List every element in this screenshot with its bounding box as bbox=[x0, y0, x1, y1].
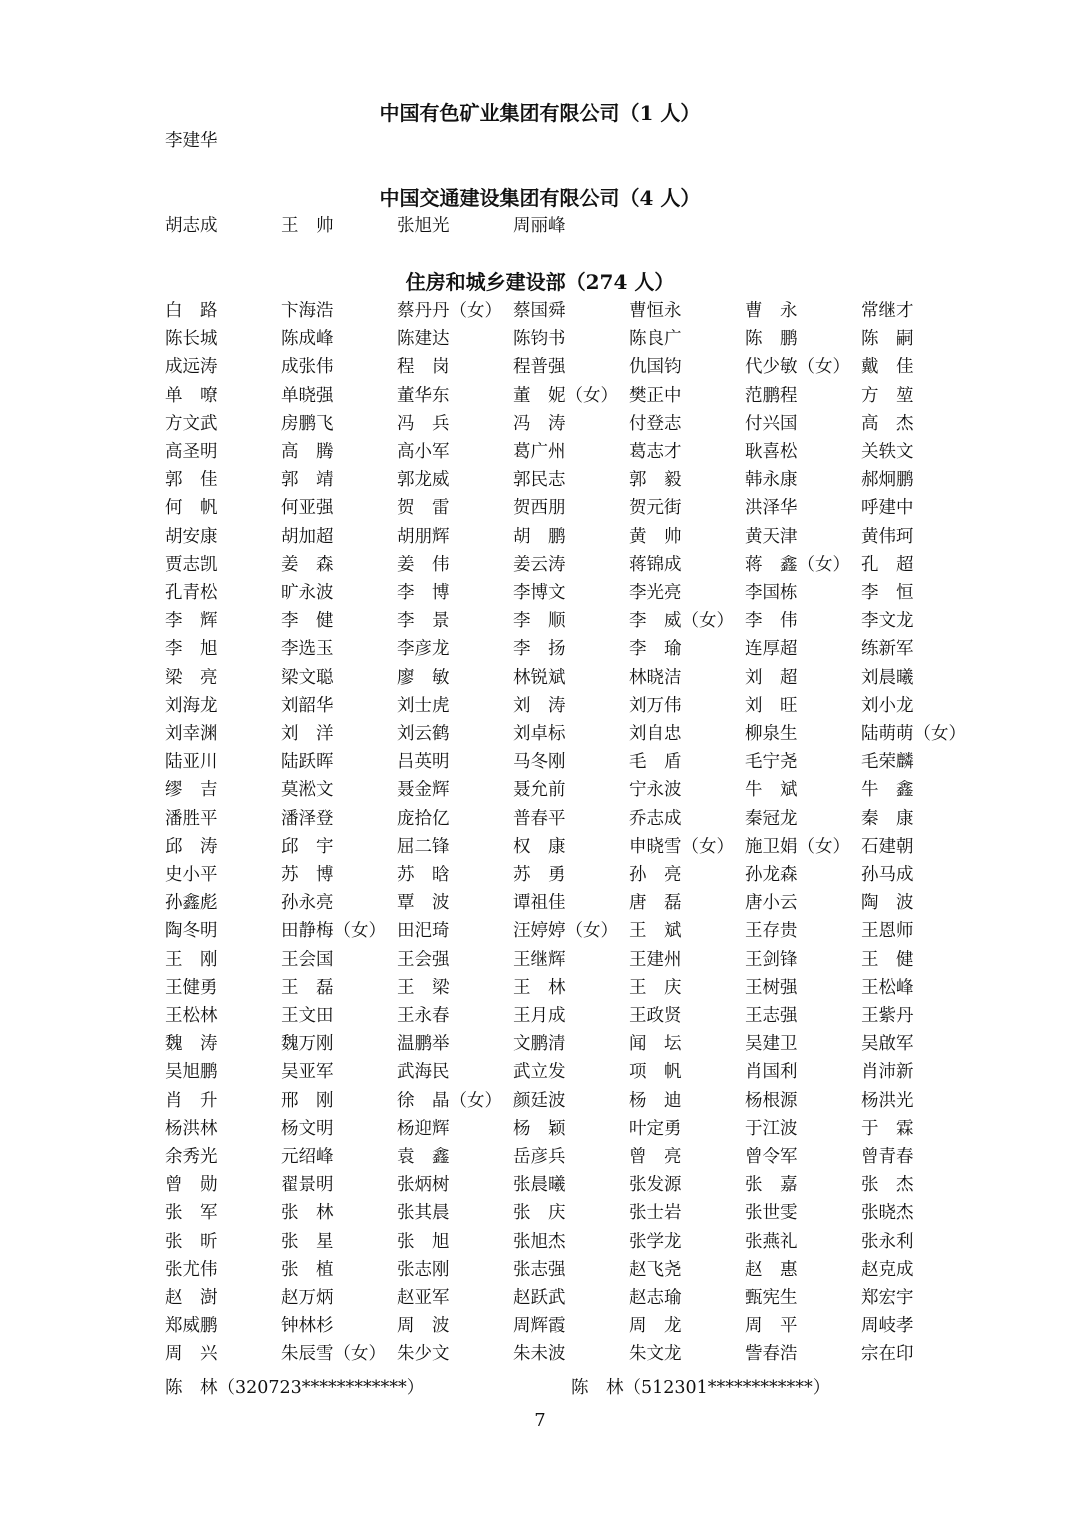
name-entry: 郑威鹏 bbox=[165, 1316, 218, 1337]
name-entry: 刘自忠 bbox=[629, 724, 682, 744]
name-entry: 范鹏程 bbox=[745, 385, 798, 406]
name-entry: 胡 鹏 bbox=[513, 526, 566, 547]
name-entry: 秦冠龙 bbox=[745, 808, 798, 829]
special-entry: 陈 林（512301************） bbox=[571, 1378, 831, 1398]
name-entry: 邢 刚 bbox=[281, 1090, 334, 1111]
name-entry: 王政贤 bbox=[629, 1006, 682, 1026]
name-entry: 戴 佳 bbox=[861, 357, 914, 378]
name-entry: 洪泽华 bbox=[745, 498, 798, 519]
name-entry: 杨根源 bbox=[745, 1090, 798, 1111]
name-entry: 成远涛 bbox=[165, 357, 218, 378]
name-entry: 王 庆 bbox=[629, 977, 682, 998]
name-entry: 邱 宇 bbox=[281, 836, 334, 857]
name-entry: 赵万炳 bbox=[281, 1288, 334, 1308]
name-entry: 周 波 bbox=[397, 1316, 450, 1337]
name-entry: 田静梅（女） bbox=[281, 921, 386, 942]
name-entry: 武立发 bbox=[513, 1062, 566, 1083]
name-entry: 陆跃晖 bbox=[281, 752, 334, 773]
name-entry: 蔡国舜 bbox=[513, 301, 566, 321]
name-entry: 周岐孝 bbox=[861, 1316, 914, 1337]
name-entry: 赵亚军 bbox=[397, 1288, 450, 1308]
name-entry: 陈成峰 bbox=[281, 329, 334, 350]
name-entry: 朱文龙 bbox=[629, 1344, 682, 1365]
name-entry: 张旭杰 bbox=[513, 1231, 566, 1252]
name-entry: 郭民志 bbox=[513, 470, 566, 491]
section-heading-housing: 住房和城乡建设部（274 人） bbox=[405, 270, 675, 294]
name-entry: 李文龙 bbox=[861, 611, 914, 632]
name-entry: 屈二锋 bbox=[397, 836, 450, 857]
name-entry: 胡加超 bbox=[281, 526, 334, 547]
name-entry: 王存贵 bbox=[745, 921, 798, 942]
name-entry: 赵 澍 bbox=[165, 1288, 218, 1308]
name-entry: 常继才 bbox=[861, 301, 914, 321]
name-entry: 王文田 bbox=[281, 1006, 334, 1026]
name-entry: 樊正中 bbox=[629, 385, 682, 406]
name-entry: 程 岗 bbox=[397, 357, 450, 378]
name-entry: 冯 兵 bbox=[397, 413, 450, 434]
name-entry: 刘云鹤 bbox=[397, 724, 450, 744]
name-entry: 张学龙 bbox=[629, 1231, 682, 1252]
name-entry: 徐 晶（女） bbox=[397, 1090, 502, 1111]
name-entry: 张晨曦 bbox=[513, 1175, 566, 1196]
duplicate-name-row bbox=[165, 1374, 925, 1402]
name-entry: 曾 亮 bbox=[629, 1147, 682, 1167]
name-entry: 王 健 bbox=[861, 949, 914, 970]
name-entry: 翟景明 bbox=[281, 1175, 334, 1196]
name-entry: 贺 雷 bbox=[397, 498, 450, 519]
name-entry: 赵志瑜 bbox=[629, 1288, 682, 1308]
name-entry: 高小军 bbox=[397, 442, 450, 462]
name-entry: 刘幸渊 bbox=[165, 724, 218, 744]
name-entry: 毛 盾 bbox=[629, 752, 682, 773]
name-entry: 林锐斌 bbox=[513, 667, 566, 688]
name-entry: 胡朋辉 bbox=[397, 526, 450, 547]
name-entry: 吴旭鹏 bbox=[165, 1062, 218, 1083]
name-entry: 颜廷波 bbox=[513, 1090, 566, 1111]
name-entry: 葛志才 bbox=[629, 442, 682, 462]
name-entry: 张志强 bbox=[513, 1259, 566, 1280]
name-entry: 刘 旺 bbox=[745, 695, 798, 716]
name-entry: 王剑锋 bbox=[745, 949, 798, 970]
name-entry: 韩永康 bbox=[745, 470, 798, 491]
name-entry: 元绍峰 bbox=[281, 1147, 334, 1167]
name-entry: 陆萌萌（女） bbox=[861, 724, 966, 744]
name-entry: 旷永波 bbox=[281, 583, 334, 603]
name-entry: 张尤伟 bbox=[165, 1259, 218, 1280]
name-entry: 王会强 bbox=[397, 949, 450, 970]
name-entry: 李国栋 bbox=[745, 583, 798, 603]
name-entry: 程普强 bbox=[513, 357, 566, 378]
name-entry: 周 平 bbox=[745, 1316, 798, 1337]
name-entry: 李建华 bbox=[165, 131, 218, 151]
name-entry: 李 景 bbox=[397, 611, 450, 632]
name-entry: 郭 毅 bbox=[629, 470, 682, 491]
name-entry: 柳泉生 bbox=[745, 724, 798, 744]
name-entry: 黄伟珂 bbox=[861, 526, 914, 547]
name-entry: 王恩师 bbox=[861, 921, 914, 942]
name-entry: 甄宪生 bbox=[745, 1288, 798, 1308]
name-entry: 覃 波 bbox=[397, 893, 450, 914]
name-entry: 魏万刚 bbox=[281, 1034, 334, 1055]
name-entry: 黄 帅 bbox=[629, 526, 682, 547]
name-entry: 高圣明 bbox=[165, 442, 218, 462]
name-entry: 武海民 bbox=[397, 1062, 450, 1083]
name-entry: 杨洪光 bbox=[861, 1090, 914, 1111]
name-entry: 陈长城 bbox=[165, 329, 218, 350]
name-entry: 陈建达 bbox=[397, 329, 450, 350]
name-entry: 陆亚川 bbox=[165, 752, 218, 773]
name-entry: 张 旭 bbox=[397, 1231, 450, 1252]
name-entry: 李彦龙 bbox=[397, 639, 450, 660]
name-entry: 王继辉 bbox=[513, 949, 566, 970]
name-entry: 张旭光 bbox=[397, 216, 450, 236]
name-entry: 权 康 bbox=[513, 836, 566, 857]
name-entry: 訾春浩 bbox=[745, 1344, 798, 1365]
name-entry: 梁文聪 bbox=[281, 667, 334, 688]
name-entry: 莫淞文 bbox=[281, 780, 334, 801]
name-entry: 庞拾亿 bbox=[397, 808, 450, 829]
name-entry: 董 妮（女） bbox=[513, 385, 618, 406]
name-entry: 姜 伟 bbox=[397, 554, 450, 575]
name-entry: 曹恒永 bbox=[629, 301, 682, 321]
name-entry: 袁 鑫 bbox=[397, 1147, 450, 1167]
name-entry: 潘泽登 bbox=[281, 808, 334, 829]
name-entry: 郭 靖 bbox=[281, 470, 334, 491]
name-entry: 汪婷婷（女） bbox=[513, 921, 618, 942]
name-entry: 胡安康 bbox=[165, 526, 218, 547]
page-number: 7 bbox=[534, 1410, 546, 1431]
name-entry: 马冬刚 bbox=[513, 752, 566, 773]
name-entry: 缪 吉 bbox=[165, 780, 218, 801]
name-entry: 贾志凯 bbox=[165, 554, 218, 575]
name-entry: 刘海龙 bbox=[165, 695, 218, 716]
name-entry: 林晓洁 bbox=[629, 667, 682, 688]
name-entry: 石建朝 bbox=[861, 836, 914, 857]
name-entry: 曾令军 bbox=[745, 1147, 798, 1167]
name-entry: 李 威（女） bbox=[629, 611, 734, 632]
name-entry: 高 杰 bbox=[861, 413, 914, 434]
name-entry: 李 恒 bbox=[861, 583, 914, 603]
name-entry: 毛荣麟 bbox=[861, 752, 914, 773]
name-entry: 何亚强 bbox=[281, 498, 334, 519]
name-entry: 代少敏（女） bbox=[745, 357, 850, 378]
name-entry: 刘小龙 bbox=[861, 695, 914, 716]
name-entry: 施卫娟（女） bbox=[745, 836, 850, 857]
name-entry: 李博文 bbox=[513, 583, 566, 603]
name-entry: 王 磊 bbox=[281, 977, 334, 998]
name-entry: 周 龙 bbox=[629, 1316, 682, 1337]
name-entry: 钟林杉 bbox=[281, 1316, 334, 1337]
name-entry: 张 林 bbox=[281, 1203, 334, 1224]
name-entry: 陈良广 bbox=[629, 329, 682, 350]
name-entry: 普春平 bbox=[513, 808, 566, 829]
name-entry: 朱未波 bbox=[513, 1344, 566, 1365]
name-entry: 蒋 鑫（女） bbox=[745, 554, 850, 575]
name-entry: 王建州 bbox=[629, 949, 682, 970]
name-entry: 聂金辉 bbox=[397, 780, 450, 801]
name-entry: 周丽峰 bbox=[513, 216, 566, 236]
name-entry: 张 星 bbox=[281, 1231, 334, 1252]
name-entry: 苏 勇 bbox=[513, 865, 566, 885]
name-entry: 付兴国 bbox=[745, 413, 798, 434]
name-entry: 吴亚军 bbox=[281, 1062, 334, 1083]
name-entry: 吴啟军 bbox=[861, 1034, 914, 1055]
name-entry: 陶 波 bbox=[861, 893, 914, 914]
name-entry: 魏 涛 bbox=[165, 1034, 218, 1055]
name-entry: 吴建卫 bbox=[745, 1034, 798, 1055]
name-entry: 王永春 bbox=[397, 1006, 450, 1026]
name-entry: 葛广州 bbox=[513, 442, 566, 462]
name-entry: 邱 涛 bbox=[165, 836, 218, 857]
name-entry: 陈 鹏 bbox=[745, 329, 798, 350]
name-entry: 宁永波 bbox=[629, 780, 682, 801]
name-entry: 胡志成 bbox=[165, 216, 218, 236]
name-entry: 曹 永 bbox=[745, 301, 798, 321]
name-entry: 张永利 bbox=[861, 1231, 914, 1252]
name-entry: 仇国钧 bbox=[629, 357, 682, 378]
name-entry: 杨洪林 bbox=[165, 1118, 218, 1139]
name-entry: 杨 迪 bbox=[629, 1090, 682, 1111]
name-entry: 李 辉 bbox=[165, 611, 218, 632]
name-entry: 张 杰 bbox=[861, 1175, 914, 1196]
name-entry: 连厚超 bbox=[745, 639, 798, 660]
name-entry: 张炳树 bbox=[397, 1175, 450, 1196]
name-entry: 刘万伟 bbox=[629, 695, 682, 716]
name-entry: 关轶文 bbox=[861, 442, 914, 462]
name-entry: 张志刚 bbox=[397, 1259, 450, 1280]
name-entry: 潘胜平 bbox=[165, 808, 218, 829]
name-entry: 王志强 bbox=[745, 1006, 798, 1026]
name-entry: 蔡丹丹（女） bbox=[397, 301, 502, 321]
name-entry: 郝炯鹏 bbox=[861, 470, 914, 491]
name-entry: 孔青松 bbox=[165, 583, 218, 603]
name-entry: 苏 晗 bbox=[397, 865, 450, 885]
name-entry: 杨文明 bbox=[281, 1118, 334, 1139]
name-entry: 朱辰雪（女） bbox=[281, 1344, 386, 1365]
name-entry: 王树强 bbox=[745, 977, 798, 998]
name-entry: 刘韶华 bbox=[281, 695, 334, 716]
name-entry: 牛 斌 bbox=[745, 780, 798, 801]
name-entry: 刘 超 bbox=[745, 667, 798, 688]
name-entry: 项 帆 bbox=[629, 1062, 682, 1083]
name-entry: 刘晨曦 bbox=[861, 667, 914, 688]
name-entry: 何 帆 bbox=[165, 498, 218, 519]
name-entry: 曾青春 bbox=[861, 1147, 914, 1167]
special-entry: 陈 林（320723************） bbox=[165, 1378, 425, 1398]
section-heading-nonferrous: 中国有色矿业集团有限公司（1 人） bbox=[379, 101, 701, 125]
name-entry: 唐 磊 bbox=[629, 893, 682, 914]
name-entry: 单晓强 bbox=[281, 385, 334, 406]
name-entry: 王会国 bbox=[281, 949, 334, 970]
name-entry: 杨迎辉 bbox=[397, 1118, 450, 1139]
name-entry: 张 庆 bbox=[513, 1203, 566, 1224]
name-entry: 于 霖 bbox=[861, 1118, 914, 1139]
name-entry: 姜 森 bbox=[281, 554, 334, 575]
name-entry: 张燕礼 bbox=[745, 1231, 798, 1252]
name-entry: 申晓雪（女） bbox=[629, 836, 734, 857]
name-entry: 董华东 bbox=[397, 385, 450, 406]
name-entry: 田汜琦 bbox=[397, 921, 450, 942]
name-entry: 孙鑫彪 bbox=[165, 893, 218, 914]
name-entry: 贺西朋 bbox=[513, 498, 566, 519]
name-entry: 吕英明 bbox=[397, 752, 450, 773]
name-entry: 乔志成 bbox=[629, 808, 682, 829]
name-entry: 方 堃 bbox=[861, 385, 914, 406]
name-entry: 郭龙威 bbox=[397, 470, 450, 491]
name-entry: 赵克成 bbox=[861, 1259, 914, 1280]
name-entry: 闻 坛 bbox=[629, 1034, 682, 1055]
name-entry: 李 博 bbox=[397, 583, 450, 603]
name-entry: 史小平 bbox=[165, 865, 218, 885]
name-entry: 房鹏飞 bbox=[281, 413, 334, 434]
name-entry: 王 斌 bbox=[629, 921, 682, 942]
name-entry: 贺元街 bbox=[629, 498, 682, 519]
name-entry: 郑宏宇 bbox=[861, 1288, 914, 1308]
name-entry: 谭祖佳 bbox=[513, 893, 566, 914]
name-entry: 宗在印 bbox=[861, 1344, 914, 1365]
name-entry: 刘 洋 bbox=[281, 724, 334, 744]
name-entry: 孙马成 bbox=[861, 865, 914, 885]
name-entry: 陈钧书 bbox=[513, 329, 566, 350]
name-entry: 李光亮 bbox=[629, 583, 682, 603]
name-entry: 肖 升 bbox=[165, 1090, 218, 1111]
name-entry: 王紫丹 bbox=[861, 1006, 914, 1026]
name-entry: 蒋锦成 bbox=[629, 554, 682, 575]
name-entry: 王健勇 bbox=[165, 977, 218, 998]
name-entry: 练新军 bbox=[861, 639, 914, 660]
name-entry: 赵 惠 bbox=[745, 1259, 798, 1280]
name-entry: 王松林 bbox=[165, 1006, 218, 1026]
name-entry: 陶冬明 bbox=[165, 921, 218, 942]
name-entry: 姜云涛 bbox=[513, 554, 566, 575]
name-entry: 黄天津 bbox=[745, 526, 798, 547]
name-entry: 毛宁尧 bbox=[745, 752, 798, 773]
name-entry: 李 旭 bbox=[165, 639, 218, 660]
name-entry: 周 兴 bbox=[165, 1344, 218, 1365]
name-entry: 张 军 bbox=[165, 1203, 218, 1224]
name-entry: 秦 康 bbox=[861, 808, 914, 829]
name-entry: 梁 亮 bbox=[165, 667, 218, 688]
name-entry: 廖 敏 bbox=[397, 667, 450, 688]
name-entry: 孙永亮 bbox=[281, 893, 334, 914]
name-entry: 李 扬 bbox=[513, 639, 566, 660]
name-entry: 孔 超 bbox=[861, 554, 914, 575]
name-entry: 成张伟 bbox=[281, 357, 334, 378]
name-entry: 周辉霞 bbox=[513, 1316, 566, 1337]
name-entry: 王 帅 bbox=[281, 216, 334, 236]
name-entry: 张士岩 bbox=[629, 1203, 682, 1224]
section-heading-communications: 中国交通建设集团有限公司（4 人） bbox=[379, 186, 701, 210]
name-entry: 刘 涛 bbox=[513, 695, 566, 716]
name-entry: 王 林 bbox=[513, 977, 566, 998]
name-entry: 刘卓标 bbox=[513, 724, 566, 744]
name-entry: 李选玉 bbox=[281, 639, 334, 660]
name-entry: 孙 亮 bbox=[629, 865, 682, 885]
name-entry: 付登志 bbox=[629, 413, 682, 434]
name-entry: 呼建中 bbox=[861, 498, 914, 519]
name-entry: 李 顺 bbox=[513, 611, 566, 632]
name-entry: 曾 勋 bbox=[165, 1175, 218, 1196]
name-entry: 叶定勇 bbox=[629, 1118, 682, 1139]
name-entry: 杨 颖 bbox=[513, 1118, 566, 1139]
name-entry: 张 植 bbox=[281, 1259, 334, 1280]
name-entry: 王月成 bbox=[513, 1006, 566, 1026]
name-entry: 孙龙森 bbox=[745, 865, 798, 885]
name-entry: 聂允前 bbox=[513, 780, 566, 801]
name-entry: 苏 博 bbox=[281, 865, 334, 885]
name-entry: 张 嘉 bbox=[745, 1175, 798, 1196]
name-entry: 余秀光 bbox=[165, 1147, 218, 1167]
name-entry: 王松峰 bbox=[861, 977, 914, 998]
name-entry: 温鹏举 bbox=[397, 1034, 450, 1055]
name-entry: 王 梁 bbox=[397, 977, 450, 998]
name-entry: 赵飞尧 bbox=[629, 1259, 682, 1280]
name-entry: 高 腾 bbox=[281, 442, 334, 462]
name-entry: 单 嘹 bbox=[165, 385, 218, 406]
name-entry: 肖沛新 bbox=[861, 1062, 914, 1083]
name-entry: 张其晨 bbox=[397, 1203, 450, 1224]
name-entry: 白 路 bbox=[165, 301, 218, 321]
name-entry: 岳彦兵 bbox=[513, 1147, 566, 1167]
name-entry: 于江波 bbox=[745, 1118, 798, 1139]
name-entry: 方文武 bbox=[165, 413, 218, 434]
name-entry: 文鹏清 bbox=[513, 1034, 566, 1055]
name-entry: 张 昕 bbox=[165, 1231, 218, 1252]
name-entry: 张世雯 bbox=[745, 1203, 798, 1224]
name-entry: 李 健 bbox=[281, 611, 334, 632]
name-entry: 陈 嗣 bbox=[861, 329, 914, 350]
name-entry: 李 瑜 bbox=[629, 639, 682, 660]
name-entry: 牛 鑫 bbox=[861, 780, 914, 801]
name-entry: 肖国利 bbox=[745, 1062, 798, 1083]
name-entry: 张晓杰 bbox=[861, 1203, 914, 1224]
name-entry: 冯 涛 bbox=[513, 413, 566, 434]
name-entry: 卞海浩 bbox=[281, 301, 334, 321]
name-entry: 唐小云 bbox=[745, 893, 798, 914]
name-entry: 李 伟 bbox=[745, 611, 798, 632]
name-entry: 耿喜松 bbox=[745, 442, 798, 462]
name-entry: 刘士虎 bbox=[397, 695, 450, 716]
name-entry: 王 刚 bbox=[165, 949, 218, 970]
name-entry: 郭 佳 bbox=[165, 470, 218, 491]
name-entry: 赵跃武 bbox=[513, 1288, 566, 1308]
name-entry: 张发源 bbox=[629, 1175, 682, 1196]
name-entry: 朱少文 bbox=[397, 1344, 450, 1365]
